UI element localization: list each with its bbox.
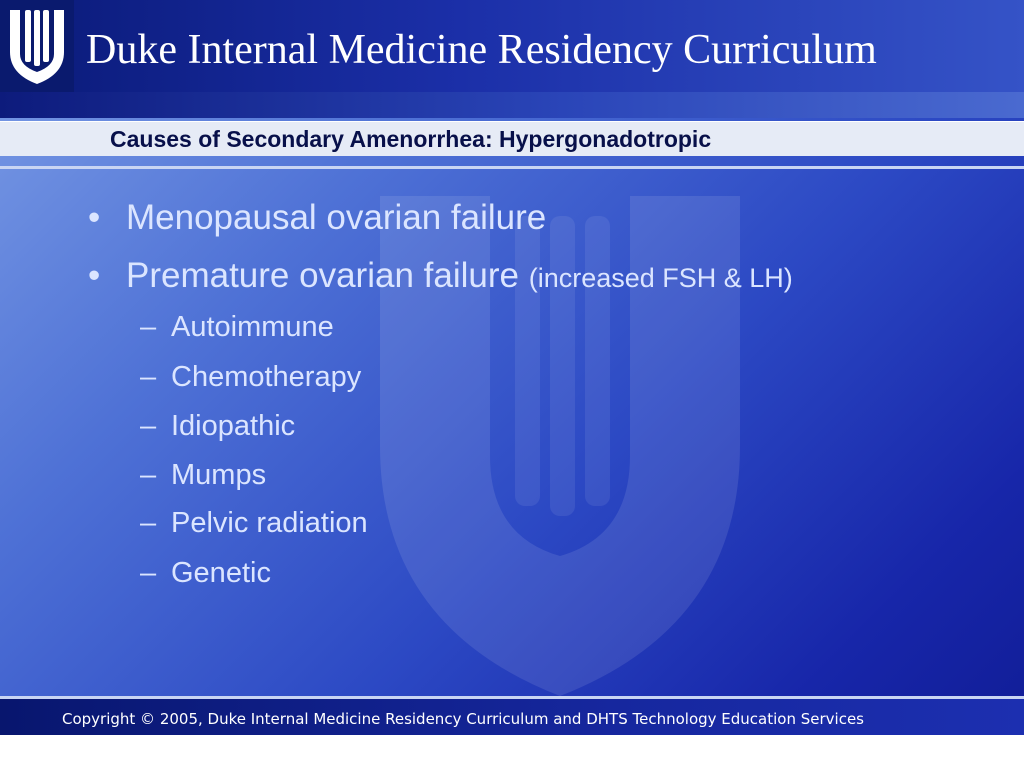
bullet-note: (increased FSH & LH) bbox=[528, 263, 793, 293]
sub-item-text: Mumps bbox=[171, 459, 267, 491]
bullet-text: Premature ovarian failure bbox=[126, 256, 519, 295]
sub-item-text: Chemotherapy bbox=[171, 361, 362, 393]
sub-item-text: Genetic bbox=[171, 557, 271, 589]
dash-marker: – bbox=[140, 459, 157, 491]
dash-marker: – bbox=[140, 311, 157, 343]
slide-title: Duke Internal Medicine Residency Curriculum bbox=[86, 27, 877, 73]
dash-marker: – bbox=[140, 557, 157, 589]
slide-subtitle: Causes of Secondary Amenorrhea: Hypergonadotropic bbox=[110, 126, 712, 152]
sub-item-text: Autoimmune bbox=[171, 311, 334, 343]
copyright-text: Copyright © 2005, Duke Internal Medicine Residency Curriculum and DHTS Technology Education Services bbox=[62, 710, 864, 728]
dash-marker: – bbox=[140, 410, 157, 442]
sub-item-text: Pelvic radiation bbox=[171, 507, 368, 539]
footer-bar bbox=[0, 699, 1024, 735]
dash-marker: – bbox=[140, 361, 157, 393]
dash-marker: – bbox=[140, 507, 157, 539]
bullet-marker: • bbox=[88, 256, 101, 295]
sub-item-text: Idiopathic bbox=[171, 410, 296, 442]
bullet-marker: • bbox=[88, 198, 101, 237]
bullet-text: Menopausal ovarian failure bbox=[126, 198, 547, 237]
bullet-text-group bbox=[126, 256, 793, 296]
